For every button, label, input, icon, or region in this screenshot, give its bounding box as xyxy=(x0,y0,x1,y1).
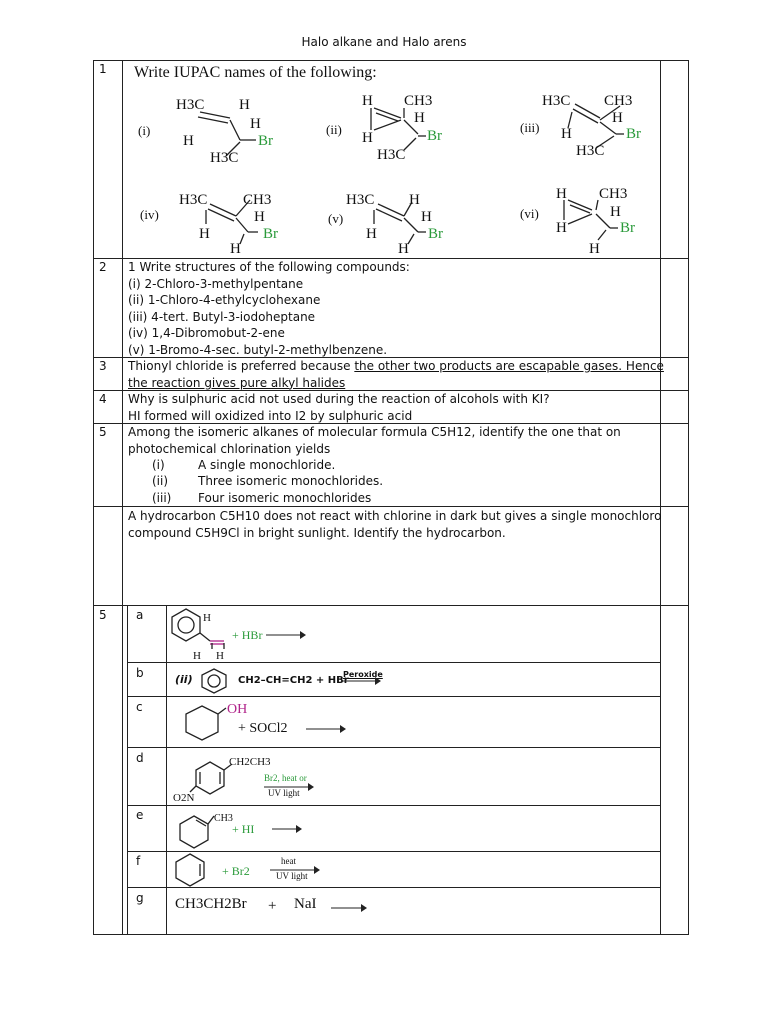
part-letter: a xyxy=(136,608,144,622)
q5-item-text: Four isomeric monochlorides xyxy=(198,491,372,505)
benzene-ring xyxy=(198,667,238,697)
atom-h3c: H3C xyxy=(176,97,205,113)
q3-answer: the reaction gives pure alkyl halides xyxy=(128,375,346,390)
condition: heat xyxy=(281,856,296,866)
col-line xyxy=(93,605,94,934)
condition: UV light xyxy=(276,871,308,881)
q5-item-text: A single monochloride. xyxy=(198,458,336,472)
cyclohexanol-ring xyxy=(180,700,230,748)
q5-line: Among the isomeric alkanes of molecular formula C5H12, identify the one that on xyxy=(128,425,621,439)
atom-h: H xyxy=(561,126,572,142)
condition: UV light xyxy=(268,788,300,798)
row-line xyxy=(93,934,689,935)
atom-br: Br xyxy=(427,128,442,144)
q5-item: (ii) xyxy=(152,474,169,488)
atom-br: Br xyxy=(620,220,635,236)
part-letter: c xyxy=(136,700,143,714)
atom-h: H xyxy=(366,226,377,242)
plus-sign: + xyxy=(268,898,277,914)
atom-h: H xyxy=(230,241,241,257)
reaction-arrow xyxy=(266,630,306,640)
atom-h: H xyxy=(610,204,621,220)
label-vi: (vi) xyxy=(520,206,539,221)
reaction-arrow xyxy=(341,677,381,685)
row-line xyxy=(127,805,660,806)
question-number: 1 xyxy=(99,62,107,76)
atom-ch3: CH3 xyxy=(599,186,628,202)
label-i: (i) xyxy=(138,123,151,138)
atom-h: H xyxy=(556,220,567,236)
part-letter: g xyxy=(136,891,144,905)
reagent: + Br2 xyxy=(222,864,250,878)
atom-h: H xyxy=(409,192,420,208)
atom-ch3: CH3 xyxy=(604,93,633,109)
part-label: (ii) xyxy=(175,673,193,686)
label-ii: (ii) xyxy=(326,122,342,137)
atom-ch3: CH3 xyxy=(404,93,433,109)
atom-br: Br xyxy=(258,133,273,149)
col-line xyxy=(660,605,661,934)
atom-h3c: H3C xyxy=(542,93,571,109)
col-line xyxy=(93,60,94,605)
atom-h: H xyxy=(421,209,432,225)
atom-h: H xyxy=(199,226,210,242)
reaction-arrow xyxy=(306,724,346,734)
col-line xyxy=(122,605,123,934)
part-letter: f xyxy=(136,854,141,868)
part-letter: b xyxy=(136,666,144,680)
atom-h: H xyxy=(239,97,250,113)
question-number: 3 xyxy=(99,359,107,373)
atom-h: H xyxy=(362,130,373,146)
atom-h: H xyxy=(589,241,600,257)
q3-answer: the other two products are escapable gases. Hence xyxy=(354,359,664,373)
atom-h: H xyxy=(183,133,194,149)
atom-h: H xyxy=(216,650,224,662)
condition: Br2, heat or xyxy=(264,773,307,783)
row-line xyxy=(93,60,689,61)
atom-h: H xyxy=(250,116,261,132)
atom-h: H xyxy=(193,650,201,662)
col-line xyxy=(122,60,123,605)
q4-answer: HI formed will oxidized into I2 by sulphuric acid xyxy=(128,408,413,423)
question-4-text xyxy=(128,391,550,424)
atom-ch3: CH3 xyxy=(243,192,272,208)
question-6-text xyxy=(128,508,661,541)
question-number: 2 xyxy=(99,260,107,274)
reaction-arrow xyxy=(272,824,302,834)
q6-line: compound C5H9Cl in bright sunlight. Identify the hydrocarbon. xyxy=(128,525,506,540)
condition: Peroxide xyxy=(343,670,383,679)
col-line xyxy=(688,60,689,605)
reactant: CH3CH2Br xyxy=(175,896,247,912)
q6-line: A hydrocarbon C5H10 does not react with chlorine in dark but gives a single monochloro xyxy=(128,509,662,523)
atom-h3c: H3C xyxy=(210,150,239,166)
label-v: (v) xyxy=(328,211,344,226)
question-number: 4 xyxy=(99,392,107,406)
question-number: 5 xyxy=(99,608,107,622)
atom-h: H xyxy=(556,186,567,202)
atom-h3c: H3C xyxy=(179,192,208,208)
q2-line: (i) 2-Chloro-3-methylpentane xyxy=(128,276,304,291)
atom-br: Br xyxy=(626,126,641,142)
answer-line xyxy=(394,662,660,663)
question-5-text xyxy=(128,424,621,457)
q2-line: (v) 1-Bromo-4-sec. butyl-2-methylbenzene. xyxy=(128,342,388,357)
hydroxyl-group: OH xyxy=(227,702,248,717)
atom-br: Br xyxy=(428,226,443,242)
reaction-arrow xyxy=(331,903,367,913)
atom-h: H xyxy=(254,209,265,225)
reagent: + SOCl2 xyxy=(238,721,288,736)
atom-h3c: H3C xyxy=(576,143,605,159)
part-letter: d xyxy=(136,751,144,765)
question-3-text xyxy=(128,358,664,391)
atom-h: H xyxy=(362,93,373,109)
reagent: + HBr xyxy=(232,628,263,642)
methyl-group: CH3 xyxy=(214,813,233,824)
label-iv: (iv) xyxy=(140,207,159,222)
q5-item: (i) xyxy=(152,458,165,472)
col-line xyxy=(127,605,128,934)
question-heading: Write IUPAC names of the following: xyxy=(134,64,377,81)
q4-question: Why is sulphuric acid not used during the reaction of alcohols with KI? xyxy=(128,392,550,406)
q3-text: Thionyl chloride is preferred because xyxy=(128,359,355,373)
atom-br: Br xyxy=(263,226,278,242)
q5-item-text: Three isomeric monochlorides. xyxy=(198,474,384,488)
atom-h: H xyxy=(612,110,623,126)
q5-item: (iii) xyxy=(152,491,172,505)
reagent: + HI xyxy=(232,822,255,836)
row-line xyxy=(93,506,689,507)
atom-h: H xyxy=(203,612,211,624)
col-line xyxy=(688,605,689,934)
atom-h: H xyxy=(414,110,425,126)
question-number: 5 xyxy=(99,425,107,439)
q2-line: 1 Write structures of the following compounds: xyxy=(128,260,410,274)
part-letter: e xyxy=(136,808,144,822)
atom-h: H xyxy=(398,241,409,257)
document-title: Halo alkane and Halo arens xyxy=(301,35,467,49)
q2-line: (iv) 1,4-Dibromobut-2-ene xyxy=(128,326,285,340)
atom-h3c: H3C xyxy=(346,192,375,208)
q5-line: photochemical chlorination yields xyxy=(128,441,331,456)
cyclohexene-ring xyxy=(172,852,212,890)
q2-line: (iii) 4-tert. Butyl-3-iodoheptane xyxy=(128,309,316,324)
nitro-group: O2N xyxy=(173,792,195,804)
reactant-chain: CH2–CH=CH2 + HBr xyxy=(238,675,349,686)
label-iii: (iii) xyxy=(520,120,540,135)
reagent: NaI xyxy=(294,896,317,912)
ethyl-group: CH2CH3 xyxy=(229,756,271,768)
atom-h3c: H3C xyxy=(377,147,406,163)
q2-line: (ii) 1-Chloro-4-ethylcyclohexane xyxy=(128,293,321,307)
question-2-text xyxy=(128,259,410,358)
